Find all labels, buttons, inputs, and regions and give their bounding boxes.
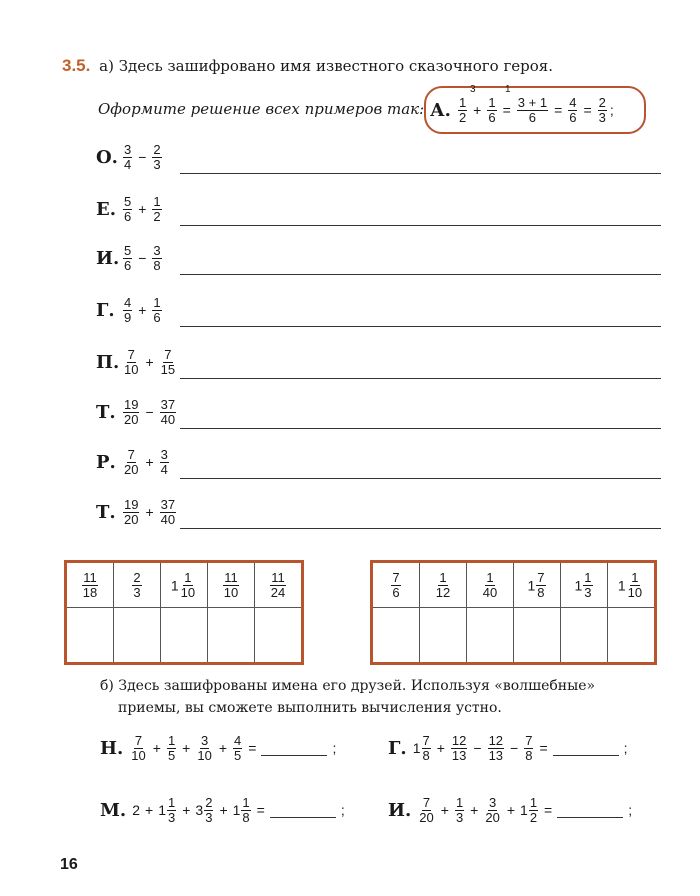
- problem-letter: Г.: [96, 299, 115, 321]
- fraction: $\frac{3}{20}$: [485, 794, 500, 825]
- fraction: $\frac{1}{8}$: [242, 794, 250, 825]
- table-header-cell: [467, 562, 514, 608]
- table-header-cell: [161, 562, 208, 608]
- problem-fraction-b: $\frac{2}{3}$: [153, 141, 161, 172]
- problem-operator: +: [145, 454, 154, 470]
- part-b-text: [100, 675, 595, 719]
- problem-fraction-b: $\frac{1}{6}$: [153, 294, 161, 325]
- example-letter: А.: [430, 99, 451, 121]
- problem-fraction-b: $\frac{3}{8}$: [153, 242, 161, 273]
- problem-operator: +: [138, 302, 147, 318]
- operator: =: [544, 802, 553, 818]
- problem-row: [96, 442, 170, 482]
- problem-fraction-a: $\frac{7}{10}$: [124, 346, 139, 377]
- problem-fraction-b: $\frac{37}{40}$: [160, 396, 176, 427]
- operator: +: [182, 802, 191, 818]
- table-header-cell: [255, 562, 303, 608]
- table-fraction: $\frac{1}{40}$: [482, 569, 498, 600]
- table-answer-cell[interactable]: [467, 608, 514, 664]
- problem-row: [96, 492, 177, 532]
- table-fraction: $\frac{7}{8}$: [537, 569, 545, 600]
- problem-row: [96, 137, 163, 177]
- answer-line[interactable]: [180, 428, 661, 429]
- whole-number: 2: [132, 802, 140, 818]
- table-answer-cell[interactable]: [420, 608, 467, 664]
- fraction: $\frac{2}{3}$: [205, 794, 213, 825]
- answer-line[interactable]: [180, 378, 661, 379]
- problem-letter: И.: [96, 247, 120, 269]
- part-b-line-2: приемы, вы сможете выполнить вычисления устно.: [118, 700, 502, 716]
- fraction: $\frac{7}{10}$: [131, 732, 146, 763]
- operator: +: [152, 740, 161, 756]
- answer-line[interactable]: [180, 173, 661, 174]
- example-fraction-5: $\frac{2}{3}$: [598, 94, 606, 125]
- operator: +: [182, 740, 191, 756]
- problem-fraction-b: $\frac{37}{40}$: [160, 496, 176, 527]
- problem-fraction-a: $\frac{19}{20}$: [124, 496, 139, 527]
- answer-blank[interactable]: [553, 741, 619, 756]
- problem-row: [96, 342, 177, 382]
- operator: +: [506, 802, 516, 818]
- end-mark: ;: [340, 802, 345, 818]
- example-end: ;: [609, 102, 614, 118]
- table-fraction: $\frac{1}{3}$: [584, 569, 592, 600]
- table-header-cell: [66, 562, 114, 608]
- problem-operator: −: [145, 404, 154, 420]
- fraction: $\frac{7}{8}$: [422, 732, 430, 763]
- answer-line[interactable]: [180, 274, 661, 275]
- problem-fraction-a: $\frac{5}{6}$: [124, 242, 132, 273]
- table-header-cell: [608, 562, 656, 608]
- operator: =: [248, 740, 257, 756]
- fraction: $\frac{1}{3}$: [455, 794, 464, 825]
- table-fraction: $\frac{1}{10}$: [627, 569, 643, 600]
- problem-operator: +: [145, 504, 154, 520]
- table-fraction: $\frac{1}{12}$: [435, 569, 451, 600]
- whole-part: 1: [232, 802, 241, 818]
- table-header-cell: [208, 562, 255, 608]
- problem-letter: П.: [96, 351, 120, 373]
- fraction: $\frac{7}{20}$: [419, 794, 434, 825]
- end-mark: ;: [332, 740, 337, 756]
- problem-row: [96, 189, 163, 229]
- task-number: 3.5.: [62, 56, 91, 75]
- table-header-cell: [561, 562, 608, 608]
- whole-part: 1: [527, 577, 536, 593]
- whole-part: 1: [520, 802, 528, 818]
- problem-letter: Р.: [96, 451, 116, 473]
- instruction: Оформите решение всех примеров так:: [98, 100, 425, 118]
- fraction: $\frac{1}{2}$: [529, 794, 538, 825]
- fraction: $\frac{7}{8}$: [525, 732, 533, 763]
- operator: +: [436, 740, 445, 756]
- friend-letter: Н.: [100, 737, 124, 759]
- problem-operator: +: [145, 354, 154, 370]
- answer-line[interactable]: [180, 326, 661, 327]
- operator: +: [145, 802, 154, 818]
- table-fraction: $\frac{1}{10}$: [180, 569, 196, 600]
- table-fraction: $\frac{11}{18}$: [82, 569, 98, 600]
- problem-fraction-a: $\frac{7}{20}$: [124, 446, 139, 477]
- table-answer-cell[interactable]: [372, 608, 420, 664]
- friend-letter: Г.: [388, 737, 407, 759]
- example-fraction-1: $\frac{1}{2}$: [458, 94, 467, 125]
- example-fraction-2: $\frac{1}{6}$: [488, 94, 496, 125]
- table-header-cell: [372, 562, 420, 608]
- table-answer-cell[interactable]: [608, 608, 656, 664]
- problem-letter: Т.: [96, 501, 116, 523]
- fraction: $\frac{1}{5}$: [167, 732, 176, 763]
- friend-letter: И.: [388, 799, 412, 821]
- task-header: [62, 56, 553, 76]
- table-answer-cell[interactable]: [514, 608, 561, 664]
- problem-fraction-b: $\frac{3}{4}$: [160, 446, 168, 477]
- problem-fraction-b: $\frac{7}{15}$: [160, 346, 176, 377]
- whole-part: 1: [158, 802, 166, 818]
- operator: +: [218, 740, 228, 756]
- problem-row: [96, 290, 163, 330]
- problem-fraction-a: $\frac{4}{9}$: [124, 294, 132, 325]
- example-expression: А. $\frac{1}{2}$ + $\frac{1}{6}$ = $\frac{3 + 1}{6}$ = $\frac{4}{6}$ = $\frac{2}{3}$ ;: [430, 94, 614, 125]
- answer-line[interactable]: [180, 528, 661, 529]
- table-fraction: $\frac{2}{3}$: [133, 569, 141, 600]
- table-header-cell: [114, 562, 161, 608]
- operator: +: [440, 802, 449, 818]
- friend-expression: [100, 790, 350, 830]
- whole-part: 1: [617, 577, 626, 593]
- problem-fraction-a: $\frac{5}{6}$: [124, 193, 132, 224]
- fraction: $\frac{12}{13}$: [488, 732, 504, 763]
- problem-fraction-b: $\frac{1}{2}$: [153, 193, 161, 224]
- table-fraction: $\frac{11}{24}$: [270, 569, 286, 600]
- whole-part: 3: [195, 802, 204, 818]
- problem-operator: +: [138, 201, 147, 217]
- whole-part: 1: [412, 740, 421, 756]
- example-multiplier-2: 1: [505, 84, 511, 95]
- example-fraction-3: $\frac{3 + 1}{6}$: [517, 94, 548, 125]
- fraction: $\frac{3}{10}$: [197, 732, 212, 763]
- operator: =: [539, 740, 548, 756]
- part-a-text: а) Здесь зашифровано имя известного сказочного героя.: [99, 57, 554, 75]
- problem-row: [96, 392, 177, 432]
- table-header-cell: [420, 562, 467, 608]
- end-mark: ;: [628, 802, 633, 818]
- friend-letter: М.: [100, 799, 127, 821]
- table-answer-cell[interactable]: [114, 608, 161, 664]
- table-answer-cell[interactable]: [161, 608, 208, 664]
- fraction: $\frac{4}{5}$: [234, 732, 242, 763]
- example-fraction-4: $\frac{4}{6}$: [569, 94, 577, 125]
- operator: +: [219, 802, 228, 818]
- table-fraction: $\frac{11}{10}$: [223, 569, 239, 600]
- table-answer-cell[interactable]: [66, 608, 114, 664]
- operator: −: [510, 740, 519, 756]
- page-number: 16: [60, 856, 78, 873]
- answer-table-right: [370, 560, 657, 665]
- answer-table-left: [64, 560, 304, 665]
- answer-blank[interactable]: [270, 803, 336, 818]
- table-fraction: $\frac{7}{6}$: [392, 569, 400, 600]
- problem-letter: Т.: [96, 401, 116, 423]
- whole-part: 1: [574, 577, 583, 593]
- friend-expression: [100, 728, 341, 768]
- friend-expression: [388, 728, 633, 768]
- answer-blank[interactable]: [261, 741, 327, 756]
- end-mark: ;: [623, 740, 628, 756]
- operator: +: [470, 802, 479, 818]
- problem-operator: −: [138, 250, 147, 266]
- friend-expression: [388, 790, 637, 830]
- answer-blank[interactable]: [557, 803, 623, 818]
- operator: =: [256, 802, 265, 818]
- fraction: $\frac{12}{13}$: [451, 732, 467, 763]
- example-multiplier-1: 3: [470, 84, 476, 95]
- table-answer-cell[interactable]: [561, 608, 608, 664]
- problem-letter: О.: [96, 146, 118, 168]
- part-b-line-1: б) Здесь зашифрованы имена его друзей. Используя «волшебные»: [100, 678, 596, 694]
- fraction: $\frac{1}{3}$: [167, 794, 176, 825]
- table-answer-cell[interactable]: [255, 608, 303, 664]
- problem-row: [96, 238, 163, 278]
- whole-part: 1: [170, 577, 179, 593]
- problem-fraction-a: $\frac{3}{4}$: [124, 141, 132, 172]
- problem-letter: Е.: [96, 198, 116, 220]
- answer-line[interactable]: [180, 225, 661, 226]
- table-answer-cell[interactable]: [208, 608, 255, 664]
- answer-line[interactable]: [180, 478, 661, 479]
- problem-operator: −: [138, 149, 147, 165]
- operator: −: [473, 740, 482, 756]
- table-header-cell: [514, 562, 561, 608]
- problem-fraction-a: $\frac{19}{20}$: [124, 396, 139, 427]
